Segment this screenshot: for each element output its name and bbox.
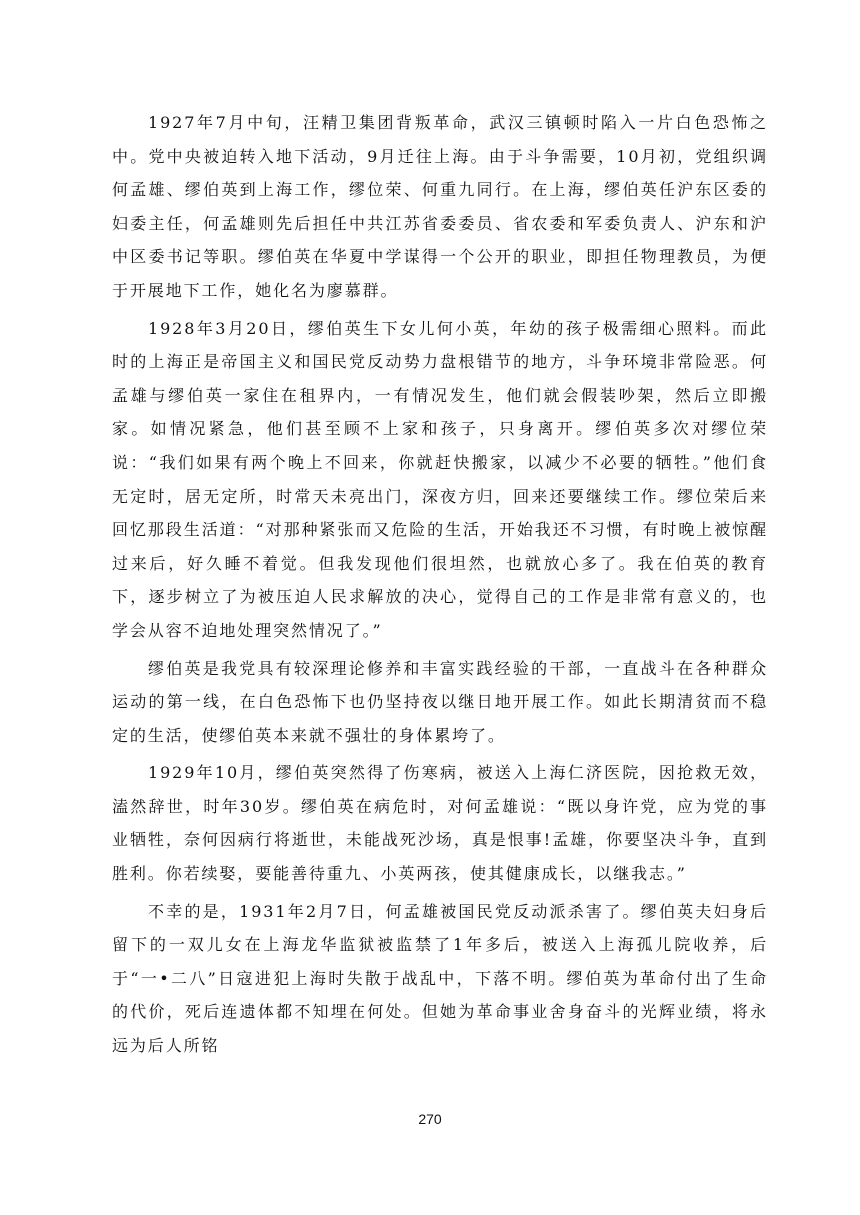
paragraph-4: 1929年10月，缪伯英突然得了伤寒病，被送入上海仁济医院，因抢救无效，溘然辞世，时年30岁。缪伯英在病危时，对何孟雄说：“既以身许党，应为党的事业牺牲，奈何因病行将逝世，未能战死沙场，真是恨事!孟雄，你要坚决斗争，直到胜利。你若续娶，要能善待重九、小英两孩，使其健康成长，以继我志。” <box>112 763 768 884</box>
page-number: 270 <box>418 1111 442 1127</box>
paragraph-2: 1928年3月20日，缪伯英生下女儿何小英，年幼的孩子极需细心照料。而此时的上海正是帝国主义和国民党反动势力盘根错节的地方，斗争环境非常险恶。何孟雄与缪伯英一家住在租界内，一有情况发生，他们就会假装吵架，然后立即搬家。如情况紧急，他们甚至顾不上家和孩子，只身离开。缪伯英多次对缪位荣说：“我们如果有两个晚上不回来，你就赶快搬家，以减少不必要的牺牲。”他们食无定时，居无定所，时常天未亮出门，深夜方归，回来还要继续工作。缪位荣后来回忆那段生活道：“对那种紧张而又危险的生活，开始我还不习惯，有时晚上被惊醒过来后，好久睡不着觉。但我发现他们很坦然，也就放心多了。我在伯英的教育下，逐步树立了为被压迫人民求解放的决心，觉得自己的工作是非常有意义的，也学会从容不迫地处理突然情况了。” <box>112 318 768 640</box>
paragraph-3: 缪伯英是我党具有较深理论修养和丰富实践经验的干部，一直战斗在各种群众运动的第一线，在白色恐怖下也仍坚持夜以继日地开展工作。如此长期清贫而不稳定的生活，使缪伯英本来就不强壮的身体累垮了。 <box>112 658 768 745</box>
paragraph-1: 1927年7月中旬，汪精卫集团背叛革命，武汉三镇顿时陷入一片白色恐怖之中。党中央被迫转入地下活动，9月迁往上海。由于斗争需要，10月初，党组织调何孟雄、缪伯英到上海工作，缪位荣、何重九同行。在上海，缪伯英任沪东区委的妇委主任，何孟雄则先后担任中共江苏省委委员、省农委和军委负责人、沪东和沪中区委书记等职。缪伯英在华夏中学谋得一个公开的职业，即担任物理教员，为便于开展地下工作，她化名为廖慕群。 <box>112 113 768 300</box>
paragraph-5: 不幸的是，1931年2月7日，何孟雄被国民党反动派杀害了。缪伯英夫妇身后留下的一双儿女在上海龙华监狱被监禁了1年多后，被送入上海孤儿院收养，后于“一•二八”日寇进犯上海时失散于战乱中，下落不明。缪伯英为革命付出了生命的代价，死后连遗体都不知埋在何处。但她为革命事业舍身奋斗的光辉业绩，将永远为后人所铭 <box>112 901 768 1056</box>
body-text <box>112 106 768 1067</box>
